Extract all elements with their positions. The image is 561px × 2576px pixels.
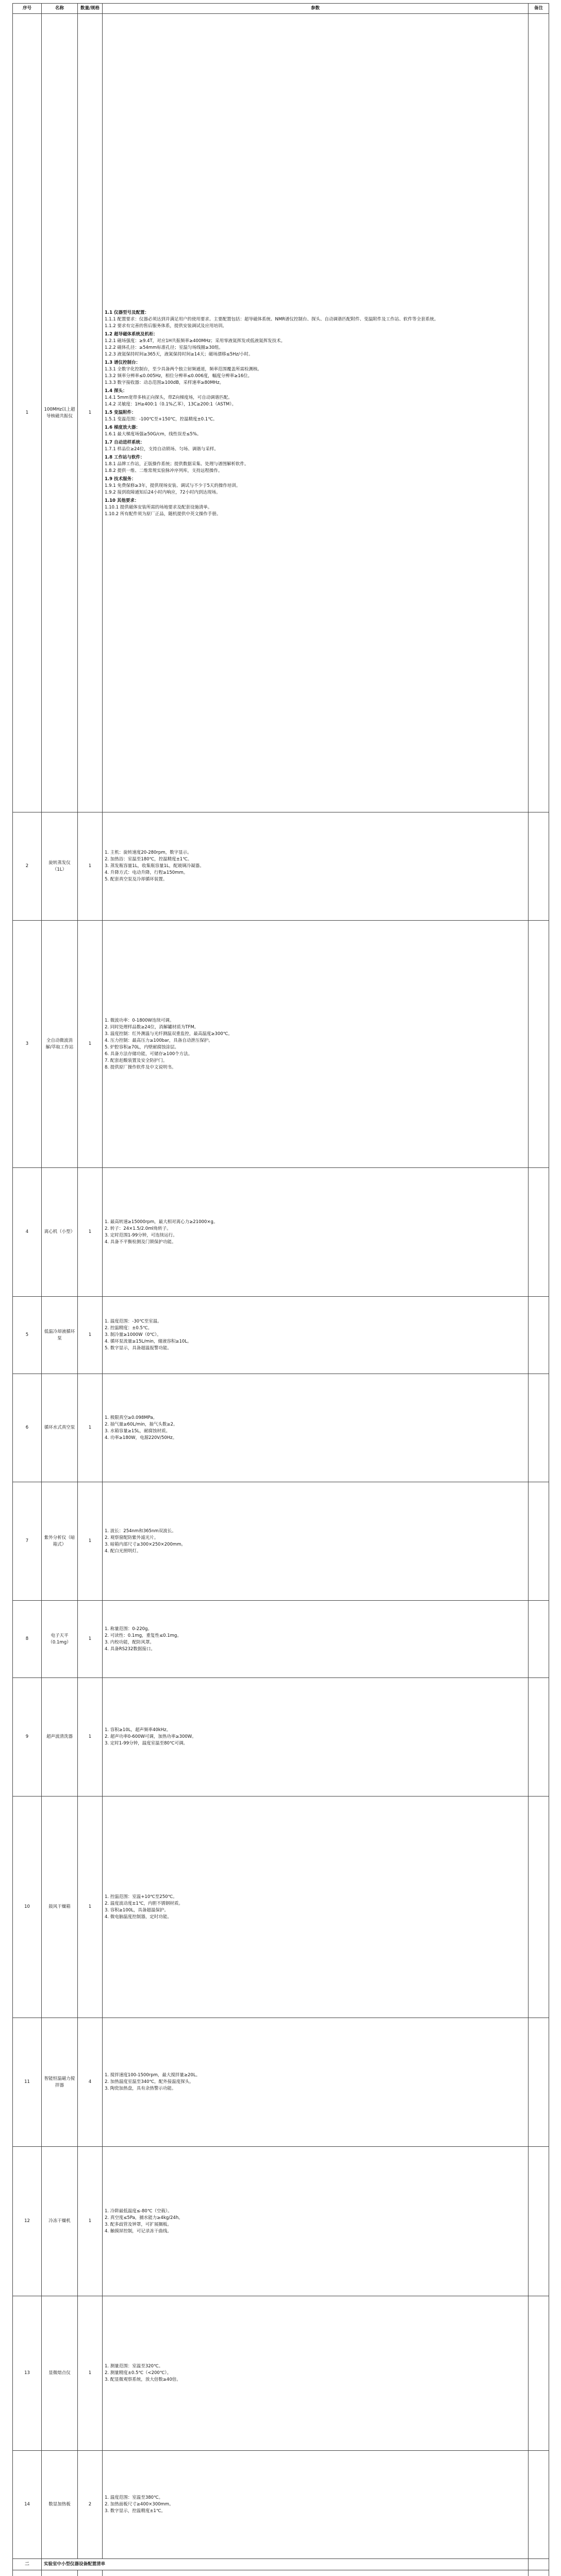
detail-line: 3. 水箱容量≥15L，耐腐蚀材质。	[105, 1428, 170, 1434]
detail-line: 3. 配显微观察系统，放大倍数≥40倍。	[105, 2377, 181, 2382]
row-qty: 1	[78, 921, 103, 1168]
col-header-qty: 数量/规格	[78, 4, 103, 14]
table-row	[13, 1678, 549, 1797]
detail-line: 1.9.2 接到故障通知后24小时内响应，72小时内到达现场。	[105, 490, 221, 495]
row-detail	[103, 2570, 529, 2576]
row-remark	[529, 2570, 549, 2576]
row-detail	[103, 1797, 529, 2018]
detail-line: 2. 同时处理样品数≥24位，消解罐材质为TFM。	[105, 1024, 199, 1030]
table-row	[13, 14, 549, 812]
table-row	[13, 1797, 549, 2018]
row-remark	[529, 921, 549, 1168]
detail-line: 4. 功率≥180W，电源220V/50Hz。	[105, 1435, 177, 1440]
detail-heading: 1.9 技术服务：	[105, 477, 136, 482]
col-header-remark: 备注	[529, 4, 549, 14]
detail-line: 1. 冷阱最低温度≤-80℃（空载）。	[105, 2208, 172, 2214]
row-qty: 4	[78, 2018, 103, 2147]
detail-line: 1.4.1 5mm宽带多核正向探头，带Z向梯度场，可自动调谐匹配。	[105, 395, 233, 400]
detail-line: 1. 搅拌速度100-1500rpm，最大搅拌量≥20L。	[105, 2073, 201, 2078]
row-name: 鼓风干燥箱	[42, 1797, 78, 2018]
row-remark	[529, 2018, 549, 2147]
detail-heading: 1.6 梯度放大器：	[105, 425, 141, 430]
detail-line: 7. 配套赶酸装置及安全防护门。	[105, 1058, 168, 1063]
table-row	[13, 1601, 549, 1678]
row-detail	[103, 921, 529, 1168]
table-row	[13, 2147, 549, 2296]
detail-line: 2. 抽气量≥60L/min，抽气头数≥2。	[105, 1421, 178, 1427]
table-row	[13, 812, 549, 921]
detail-line: 3. 定时范围1-99分钟，可连续运行。	[105, 1232, 177, 1238]
col-header-no: 序号	[13, 4, 42, 14]
row-qty: 1	[78, 1601, 103, 1678]
detail-heading: 1.2 超导磁体系统及机柜：	[105, 332, 158, 337]
row-no: 3	[13, 921, 42, 1168]
detail-line: 1. 微波功率：0-1800W连续可调。	[105, 1018, 174, 1023]
detail-heading: 1.4 探头：	[105, 388, 127, 394]
row-name: 旋转蒸发仪（1L）	[42, 812, 78, 921]
detail-line: 1.1.2 要求有完善的售后服务体系，提供安装调试及应用培训。	[105, 324, 227, 329]
detail-heading: 1.3 谱仪控制台：	[105, 360, 141, 365]
detail-line: 2. 测量精度±0.5℃（<200℃）。	[105, 2370, 172, 2376]
table-row	[13, 1168, 549, 1297]
row-name: 智能恒温磁力搅拌器	[42, 2018, 78, 2147]
table-row	[13, 2296, 549, 2451]
row-remark	[529, 1374, 549, 1482]
detail-line: 1.2.2 磁体孔径：≥54mm标准孔径；室温匀场线圈≥30组。	[105, 345, 223, 350]
row-name: 全自动微波消解/萃取工作站	[42, 921, 78, 1168]
detail-line: 1. 控温范围：室温+10℃至250℃。	[105, 1894, 177, 1900]
spec-sheet	[12, 3, 549, 2576]
detail-line: 1.1.1 配置要求：仪器必须达到并满足用户的使用要求。主要配置包括：超导磁体系统、NMR谱仪控制台、探头、自动调谐匹配附件、变温附件及工作站、软件等全套系统。	[105, 317, 439, 322]
detail-line: 1. 最高转速≥15000rpm，最大相对离心力≥21000×g。	[105, 1219, 218, 1225]
col-header-detail: 参数	[103, 4, 529, 14]
section-no: 二	[13, 2559, 42, 2570]
row-remark	[529, 1678, 549, 1797]
detail-line: 2. 加热浴：室温至180℃，控温精度±1℃。	[105, 857, 192, 862]
row-qty: 1	[78, 1797, 103, 2018]
row-name	[42, 2570, 78, 2576]
detail-line: 1.8.2 提供一维、二维常规实验脉冲序列库，支持远程操作。	[105, 468, 223, 473]
detail-line: 2. 观察窗配防紫外滤光片。	[105, 1535, 159, 1540]
row-qty: 1	[78, 2296, 103, 2451]
detail-line: 3. 暗箱内部尺寸≥300×250×200mm。	[105, 1541, 186, 1547]
row-qty: 1	[78, 1374, 103, 1482]
detail-line: 6. 具备方法存储功能，可储存≥100个方法。	[105, 1051, 193, 1057]
table-row	[13, 2451, 549, 2559]
row-name: 冷冻干燥机	[42, 2147, 78, 2296]
row-remark	[529, 2147, 549, 2296]
detail-line: 2. 温度波动度±1℃，内胆不锈钢材质。	[105, 1901, 183, 1906]
table-row	[13, 2018, 549, 2147]
row-remark	[529, 1601, 549, 1678]
row-no: 8	[13, 1601, 42, 1678]
detail-line: 1. 容积≥10L，超声频率40kHz。	[105, 1727, 171, 1733]
table-row	[13, 1297, 549, 1374]
detail-line: 1.10.2 所有配件须为原厂正品，随机提供中英文操作手册。	[105, 512, 221, 517]
row-name: 紫外分析仪（暗箱式）	[42, 1482, 78, 1601]
row-remark	[529, 1168, 549, 1297]
section-row	[13, 2559, 549, 2570]
row-no: 14	[13, 2451, 42, 2559]
detail-line: 1.3.3 数字接收器：动态范围≥100dB，采样速率≥80MHz。	[105, 380, 224, 385]
detail-line: 2. 加热温度室温至340℃，配外接温度探头。	[105, 2079, 194, 2084]
detail-line: 4. 配白光照明灯。	[105, 1548, 141, 1554]
detail-line: 4. 压力控制：最高压力≥100bar，具备自动泄压保护。	[105, 1038, 213, 1043]
detail-line: 4. 具备不平衡检测及门锁保护功能。	[105, 1239, 176, 1245]
detail-line: 5. 配套真空泵及冷却循环装置。	[105, 877, 168, 882]
detail-line: 3. 容积≥100L，具备超温保护。	[105, 1907, 169, 1913]
row-remark	[529, 812, 549, 921]
detail-line: 2. 超声功率0-600W可调，加热功率≥300W。	[105, 1734, 196, 1739]
row-no: 12	[13, 2147, 42, 2296]
row-no: 2	[13, 812, 42, 921]
row-qty: 1	[78, 1482, 103, 1601]
detail-line: 1. 波长：254nm和365nm双波长。	[105, 1528, 176, 1534]
row-no: 4	[13, 1168, 42, 1297]
row-name: 低温冷却液循环泵	[42, 1297, 78, 1374]
row-no: 11	[13, 2018, 42, 2147]
row-name: 离心机（小型）	[42, 1168, 78, 1297]
detail-line: 2. 加热面板尺寸≥400×300mm。	[105, 2502, 174, 2507]
row-name: 100MHz以上超导核磁共振仪	[42, 14, 78, 812]
detail-line: 1.7.1 样品位≥24位，支持自动锁场、匀场、调谐与采样。	[105, 447, 219, 452]
row-qty: 1	[78, 1297, 103, 1374]
row-detail	[103, 2147, 529, 2296]
detail-heading: 1.7 自动进样系统：	[105, 440, 145, 445]
detail-line: 1.2.3 液氦保持时间≥365天，液氮保持时间≥14天；磁场漂移≤5Hz/小时。	[105, 352, 253, 357]
section-title: 实验室中小型仪器设备配置清单	[42, 2559, 529, 2570]
detail-line: 8. 提供原厂操作软件及中文说明书。	[105, 1064, 176, 1070]
row-name: 循环水式真空泵	[42, 1374, 78, 1482]
row-detail	[103, 2296, 529, 2451]
row-remark	[529, 1297, 549, 1374]
table-row	[13, 1482, 549, 1601]
detail-line: 1.8.1 品牌工作站，正版操作系统；提供数据采集、处理与谱图解析软件。	[105, 462, 249, 467]
detail-line: 3. 定时1-99分钟，温度室温至80℃可调。	[105, 1741, 188, 1746]
row-qty: 1	[78, 1168, 103, 1297]
row-name: 电子天平（0.1mg）	[42, 1601, 78, 1678]
detail-line: 3. 数字显示，控温精度±1℃。	[105, 2509, 166, 2514]
row-remark	[529, 2451, 549, 2559]
row-qty: 1	[78, 1678, 103, 1797]
col-header-name: 名称	[42, 4, 78, 14]
row-qty: 1	[78, 14, 103, 812]
row-detail	[103, 2018, 529, 2147]
row-no: 13	[13, 2296, 42, 2451]
row-remark	[529, 2296, 549, 2451]
row-name: 显微熔点仪	[42, 2296, 78, 2451]
table-row	[13, 1374, 549, 1482]
detail-line: 5. 数字显示，具备超温报警功能。	[105, 1346, 172, 1351]
detail-line: 4. 具备RS232数据接口。	[105, 1646, 155, 1652]
row-no: 10	[13, 1797, 42, 2018]
row-detail	[103, 1374, 529, 1482]
detail-line: 2. 真空度≤5Pa，捕水能力≥4kg/24h。	[105, 2215, 183, 2221]
row-qty: 1	[78, 2147, 103, 2296]
detail-line: 3. 温度控制：红外测温与光纤测温双重监控，最高温度≥300℃。	[105, 1031, 233, 1037]
table-row	[13, 921, 549, 1168]
row-name: 数显加热板	[42, 2451, 78, 2559]
detail-line: 3. 内校功能，配防风罩。	[105, 1639, 154, 1645]
detail-line: 1.9.1 免费保修≥3年，提供现场安装、调试与不少于5天的操作培训。	[105, 483, 241, 488]
header-row	[13, 4, 549, 14]
row-remark	[529, 1482, 549, 1601]
detail-heading: 1.8 工作站与软件：	[105, 455, 145, 460]
detail-line: 3. 制冷量≥1000W（0℃）。	[105, 1332, 161, 1337]
row-detail	[103, 2451, 529, 2559]
detail-heading: 1.5 变温附件：	[105, 410, 136, 415]
detail-line: 1.4.2 灵敏度：1H≥400:1（0.1%乙苯），13C≥200:1（ASTM）。	[105, 402, 236, 407]
detail-line: 1. 温度范围：室温至380℃。	[105, 2495, 163, 2500]
detail-line: 1.3.2 频率分辨率≤0.005Hz，相位分辨率≤0.006度，幅度分辨率≥16位。	[105, 374, 253, 379]
row-no: 1	[13, 14, 42, 812]
row-detail	[103, 1297, 529, 1374]
row-detail	[103, 812, 529, 921]
row-detail	[103, 1678, 529, 1797]
detail-line: 5. 炉腔容积≥70L，内壁耐腐蚀涂层。	[105, 1044, 179, 1050]
row-qty	[78, 2570, 103, 2576]
row-detail	[103, 14, 529, 812]
detail-line: 1. 温度范围：-30℃至室温。	[105, 1319, 162, 1324]
detail-line: 1. 测量范围：室温至320℃。	[105, 2364, 163, 2369]
detail-line: 4. 触摸屏控制，可记录冻干曲线。	[105, 2228, 172, 2234]
detail-line: 1.3.1 全数字化控制台，至少具备两个独立射频通道，频率范围覆盖所需检测核。	[105, 367, 262, 372]
detail-line: 1.2.1 磁场强度：≥9.4T，对应1H共振频率≥400MHz；采用零液氦挥发或低液氦挥发技术。	[105, 338, 285, 344]
row-remark	[529, 14, 549, 812]
detail-line: 1. 称量范围：0-220g。	[105, 1626, 152, 1632]
row-no	[13, 2570, 42, 2576]
detail-line: 2. 转子：24×1.5/2.0ml角转子。	[105, 1226, 171, 1231]
detail-heading: 1.1 仪器型号及配置：	[105, 310, 150, 315]
detail-line: 4. 微电脑温度控制器，定时功能。	[105, 1914, 172, 1920]
detail-line: 4. 升降方式：电动升降，行程≥150mm。	[105, 870, 188, 875]
section-remark	[529, 2559, 549, 2570]
table-row	[13, 2570, 549, 2576]
detail-line: 1. 主机：旋转速度20-280rpm，数字显示。	[105, 850, 192, 855]
spec-table	[12, 3, 549, 2576]
detail-line: 2. 可读性：0.1mg，重复性≤0.1mg。	[105, 1633, 182, 1638]
row-no: 5	[13, 1297, 42, 1374]
detail-line: 3. 陶瓷加热盘，具有余热警示功能。	[105, 2086, 176, 2091]
row-detail	[103, 1482, 529, 1601]
detail-line: 2. 控温精度：±0.5℃。	[105, 1326, 152, 1331]
row-detail	[103, 1601, 529, 1678]
detail-heading: 1.10 其他要求：	[105, 498, 139, 503]
row-qty: 2	[78, 2451, 103, 2559]
row-name: 超声波清洗器	[42, 1678, 78, 1797]
detail-line: 3. 蒸发瓶容量1L，收集瓶容量1L，配玻璃冷凝器。	[105, 863, 204, 869]
row-detail	[103, 1168, 529, 1297]
row-no: 6	[13, 1374, 42, 1482]
detail-line: 1.6.1 最大梯度场强≥50G/cm，线性误差≤5%。	[105, 432, 202, 437]
detail-line: 1. 极限真空≥0.098MPa。	[105, 1415, 158, 1420]
detail-line: 4. 循环泵流量≥15L/min，储液容积≥10L。	[105, 1339, 192, 1344]
detail-line: 1.5.1 变温范围：-100℃至+150℃，控温精度±0.1℃。	[105, 417, 218, 422]
row-no: 9	[13, 1678, 42, 1797]
row-qty: 1	[78, 812, 103, 921]
row-no: 7	[13, 1482, 42, 1601]
row-remark	[529, 1797, 549, 2018]
detail-line: 3. 配多歧管及钟罩，可扩展搁板。	[105, 2222, 172, 2227]
detail-line: 1.10.1 提供磁体安装所需的场地要求及配套设施清单。	[105, 505, 212, 510]
